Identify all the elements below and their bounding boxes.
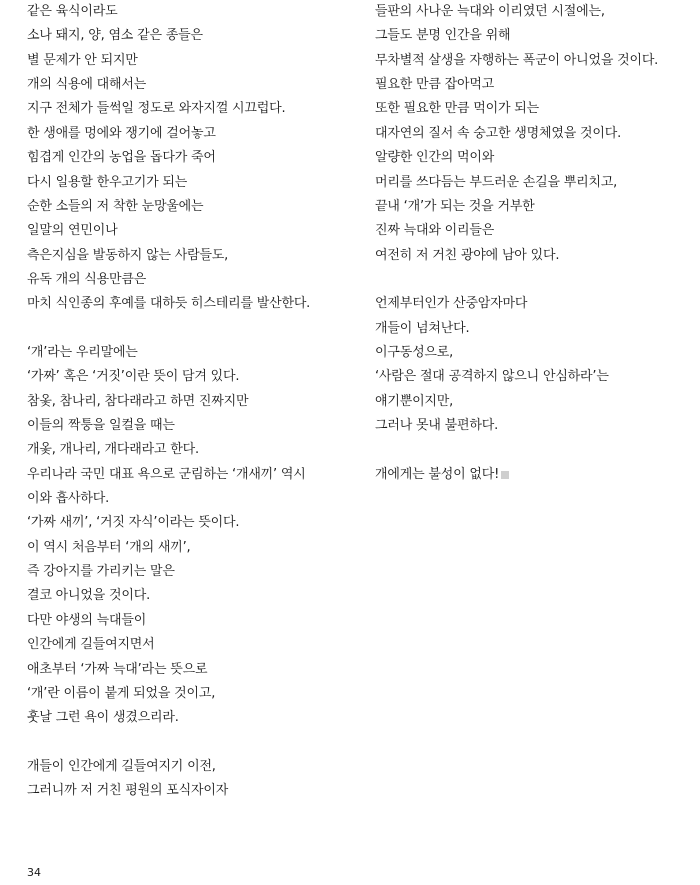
text-line: 즉 강아지를 가리키는 말은: [27, 564, 175, 580]
text-line: 또한 필요한 만큼 먹이가 되는: [375, 101, 540, 117]
text-line: 일말의 연민이나: [27, 223, 118, 239]
text-line: 무차별적 살생을 자행하는 폭군이 아니었을 것이다.: [375, 52, 659, 68]
text-line: 그러나 못내 불편하다.: [375, 418, 499, 433]
text-line: 언제부터인가 산중암자마다: [375, 296, 528, 312]
text-line: 결코 아니었을 것이다.: [27, 588, 151, 604]
end-of-article-mark: [501, 471, 509, 479]
text-line: 필요한 만큼 잡아먹고: [375, 77, 495, 93]
text-line: 개의 식용에 대해서는: [27, 77, 147, 93]
text-line: 마치 식인종의 후예를 대하듯 히스테리를 발산한다.: [27, 296, 311, 312]
text-line: 한 생애를 멍에와 쟁기에 걸어놓고: [27, 125, 216, 141]
page-number: 34: [27, 866, 41, 879]
text-line: 그들도 분명 인간을 위해: [375, 28, 511, 44]
text-line: 소나 돼지, 양, 염소 같은 종들은: [27, 28, 203, 44]
text-line: 지구 전체가 들썩일 정도로 와자지껄 시끄럽다.: [27, 101, 286, 117]
text-line: 인간에게 길들여지면서: [27, 637, 155, 653]
text-line: ‘개’란 이름이 붙게 되었을 것이고,: [27, 685, 216, 701]
text-line: 머리를 쓰다듬는 부드러운 손길을 뿌리치고,: [375, 174, 618, 190]
text-line: 개들이 인간에게 길들여지기 이전,: [27, 758, 216, 774]
text-line: 다만 야생의 늑대들이: [27, 612, 147, 628]
text-line: 힘겹게 인간의 농업을 돕다가 죽어: [27, 150, 216, 166]
text-line: 측은지심을 발동하지 않는 사람들도,: [27, 247, 229, 263]
text-line: 이구동성으로,: [375, 344, 454, 360]
text-line: 얘기뿐이지만,: [375, 393, 454, 409]
text-line: 들판의 사나운 늑대와 이리였던 시절에는,: [375, 4, 605, 19]
text-line: 여전히 저 거친 광야에 남아 있다.: [375, 247, 560, 263]
text-line: ‘가짜 새끼’, ‘거짓 자식’이라는 뜻이다.: [27, 515, 240, 531]
text-line: ‘개’라는 우리말에는: [27, 344, 138, 360]
text-line: 다시 일용할 한우고기가 되는: [27, 174, 188, 190]
text-line: ‘가짜’ 혹은 ‘거짓’이란 뜻이 담겨 있다.: [27, 369, 240, 385]
text-line: 훗날 그런 욕이 생겼으리라.: [27, 710, 179, 726]
text-line: 이와 흡사하다.: [27, 491, 110, 506]
text-line: 우리나라 국민 대표 욕으로 군림하는 ‘개새끼’ 역시: [27, 466, 306, 482]
text-line: 이 역시 처음부터 ‘개의 새끼’,: [27, 539, 191, 555]
text-line: 참옻, 참나리, 참다래라고 하면 진짜지만: [27, 393, 249, 409]
text-line: 끝내 ‘개’가 되는 것을 거부한: [375, 198, 535, 214]
text-line: 별 문제가 안 되지만: [27, 52, 138, 68]
text-line: 그러니까 저 거친 평원의 포식자이자: [27, 783, 229, 799]
text-line: 진짜 늑대와 이리들은: [375, 223, 495, 239]
text-line: 알량한 인간의 먹이와: [375, 150, 495, 166]
text-line: 개에게는 불성이 없다!: [375, 467, 509, 483]
text-line: 대자연의 질서 속 숭고한 생명체였을 것이다.: [375, 125, 622, 141]
text-line: 애초부터 ‘가짜 늑대’라는 뜻으로: [27, 661, 208, 677]
text-line: 이들의 짝퉁을 일컬을 때는: [27, 418, 175, 433]
text-line: 같은 육식이라도: [27, 4, 118, 19]
text-line: ‘사람은 절대 공격하지 않으니 안심하라’는: [375, 369, 609, 385]
text-line: 유독 개의 식용만큼은: [27, 271, 147, 287]
text-line: 순한 소들의 저 착한 눈망울에는: [27, 198, 204, 214]
text-line: 개옻, 개나리, 개다래라고 한다.: [27, 442, 199, 458]
text-line: 개들이 넘쳐난다.: [375, 320, 470, 336]
